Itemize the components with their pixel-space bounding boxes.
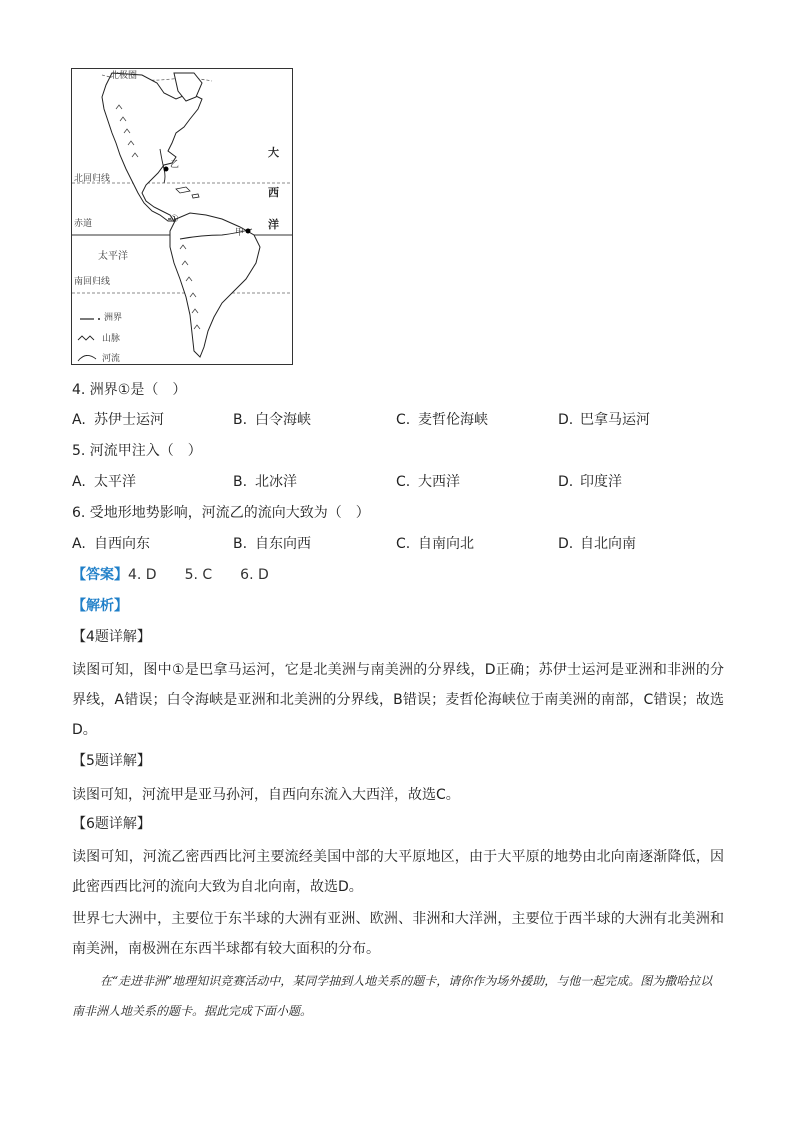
question-6-stem: 6. 受地形地势影响，河流乙的流向大致为（ ）	[72, 505, 370, 521]
legend-boundary-label: 洲界	[104, 313, 123, 323]
point-jia	[246, 229, 251, 234]
q5-option-d[interactable]: D. 印度洋	[558, 474, 622, 490]
legend-river-symbol	[78, 355, 96, 361]
q6-option-c[interactable]: C. 自南向北	[396, 536, 474, 552]
label-atlantic-2: 西	[268, 186, 279, 199]
q4-option-a[interactable]: A. 苏伊士运河	[72, 412, 164, 428]
answer-tag: 【答案】	[72, 567, 128, 583]
label-point-yi: 乙	[170, 160, 180, 170]
label-tropic-of-capricorn: 南回归线	[74, 277, 111, 287]
legend-mountain-symbol	[78, 336, 94, 340]
question-4-stem: 4. 洲界①是（ ）	[72, 382, 187, 398]
legend-mountain-label: 山脉	[102, 334, 121, 344]
caribbean-island	[176, 187, 190, 193]
legend-river-label: 河流	[102, 354, 121, 364]
label-pacific: 太平洋	[98, 251, 128, 262]
q4-option-b[interactable]: B. 白令海峡	[233, 412, 311, 428]
extra-paragraph: 世界七大洲中，主要位于东半球的大洲有亚洲、欧洲、非洲和大洋洲，主要位于西半球的大洲有北美洲和南美洲，南极洲在东西半球都有较大面积的分布。	[72, 911, 724, 957]
next-intro: 在“走进非洲”地理知识竞赛活动中，某同学抽到人地关系的题卡，请你作为场外援助，与他一起完成。图为撒哈拉以南非洲人地关系的题卡。据此完成下面小题。	[72, 974, 713, 1018]
legend-boundary-dot	[98, 318, 100, 320]
detail-5-tag: 【5题详解】	[72, 753, 151, 769]
detail-4-tag: 【4题详解】	[72, 629, 151, 645]
label-atlantic-3: 洋	[268, 218, 279, 231]
q6-option-d[interactable]: D. 自北向南	[558, 536, 636, 552]
q6-option-a[interactable]: A. 自西向东	[72, 536, 150, 552]
point-yi	[164, 167, 169, 172]
q6-option-b[interactable]: B. 自东向西	[233, 536, 311, 552]
south-america-shape	[170, 213, 260, 357]
detail-4-text: 读图可知，图中①是巴拿马运河，它是北美洲与南美洲的分界线，D正确；苏伊士运河是亚洲和非洲的分界线，A错误；白令海峡是亚洲和北美洲的分界线，B错误；麦哲伦海峡位于南美洲的南部，C错误；故选D。	[72, 662, 724, 738]
question-5-stem: 5. 河流甲注入（ ）	[72, 443, 202, 459]
label-arctic-circle: 北极圈	[110, 71, 138, 81]
label-marker-1: ①	[170, 214, 179, 225]
label-tropic-of-cancer: 北回归线	[74, 174, 111, 184]
label-point-jia: 甲	[235, 228, 245, 238]
q4-option-c[interactable]: C. 麦哲伦海峡	[396, 412, 488, 428]
label-equator: 赤道	[74, 219, 93, 229]
map-figure	[71, 68, 293, 365]
detail-6-text: 读图可知，河流乙密西西比河主要流经美国中部的大平原地区，由于大平原的地势由北向南逐渐降低，因此密西西比河的流向大致为自北向南，故选D。	[72, 849, 724, 895]
answer-line	[72, 565, 269, 585]
q5-option-a[interactable]: A. 太平洋	[72, 474, 136, 490]
caribbean-island	[192, 194, 199, 198]
detail-5-text: 读图可知，河流甲是亚马孙河，自西向东流入大西洋，故选C。	[72, 787, 460, 803]
q5-option-c[interactable]: C. 大西洋	[396, 474, 460, 490]
q4-option-d[interactable]: D. 巴拿马运河	[558, 412, 650, 428]
label-atlantic-1: 大	[268, 146, 279, 159]
answer-text: 4. D 5. C 6. D	[128, 567, 269, 583]
detail-6-tag: 【6题详解】	[72, 816, 151, 832]
q5-option-b[interactable]: B. 北冰洋	[233, 474, 297, 490]
analysis-tag: 【解析】	[72, 598, 128, 614]
